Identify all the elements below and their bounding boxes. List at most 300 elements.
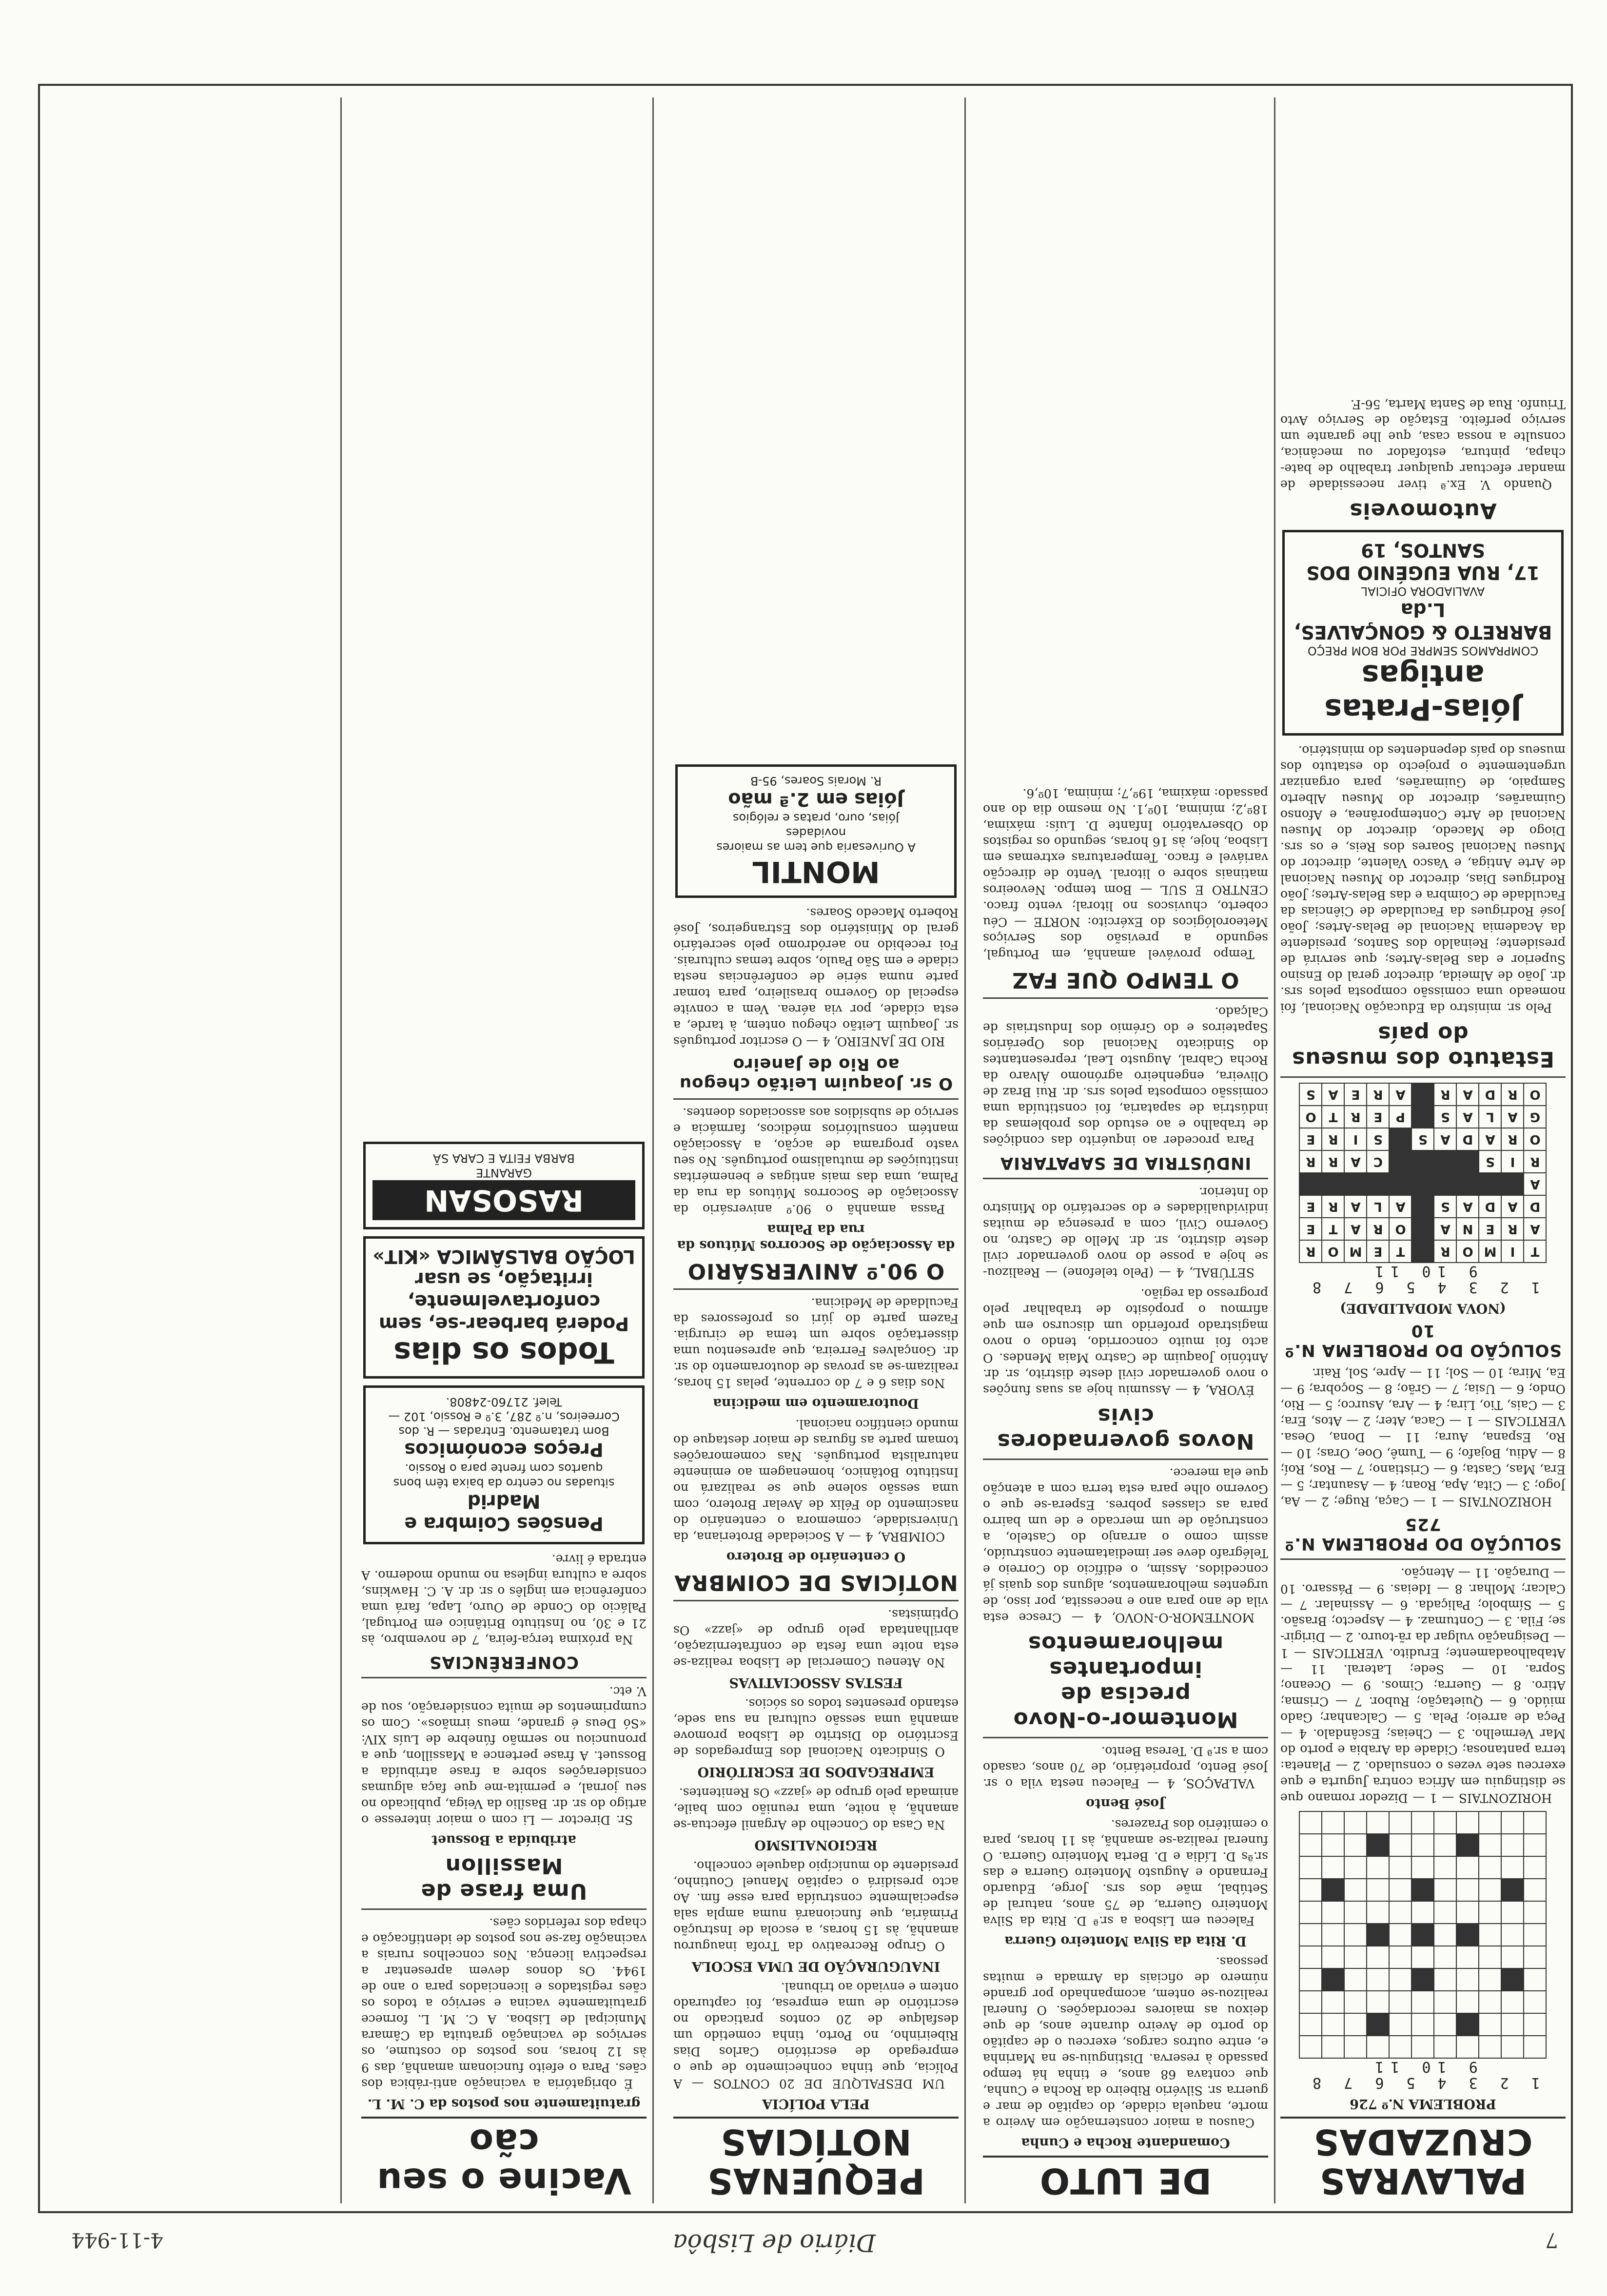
solution-cell: R	[1524, 1150, 1547, 1173]
crossword-cell	[1524, 2013, 1547, 2036]
crossword-cell	[1300, 1968, 1322, 1991]
solution-cell: O	[1524, 1128, 1547, 1150]
solution-cell: S	[1367, 1128, 1390, 1150]
solution-grid	[1299, 1083, 1547, 1263]
police-article: UM DESFALQUE DE 20 CONTOS — A Polícia, que tinha conhecimento de que o empregado de escritório Carlos Dias Ribeirinho, no Porto, tinha cometido um desfalque de 20 contos praticado no escritório de uma empresa, foi capturado ontem e enviado ao tribunal.	[673, 1980, 959, 2091]
crossword-cell	[1524, 1856, 1547, 1879]
montil-name: MONTIL	[752, 855, 880, 889]
rasosan-logo: RASOSAN	[372, 1180, 635, 1220]
divider	[673, 1098, 959, 1100]
leitao-headline: O sr. Joaquim Leitão chegou ao Rio de Janeiro	[679, 1054, 953, 1093]
crossword-cell	[1479, 1834, 1502, 1856]
jewellery-ad-company: BARRETO & GONÇALVES, L.da	[1293, 599, 1552, 643]
crossword-cell	[1457, 1991, 1479, 2013]
masthead	[52, 2223, 1558, 2257]
shaving-ad-line: irritação, se usar	[415, 1268, 593, 1290]
lectures-headline: CONFERÊNCIAS	[429, 1653, 579, 1672]
solution-cell: A	[1457, 1106, 1479, 1128]
crossword-cell	[1502, 1901, 1524, 1924]
solution-cell: A	[1434, 1128, 1457, 1150]
massillon-subhead: atribuída a Bossuet	[431, 1832, 576, 1848]
solution-cell: A	[1502, 1106, 1524, 1128]
crossword-cell	[1345, 2013, 1367, 2036]
weather-report: Tempo provável amanhã, em Portugal, segundo a previsão dos Serviços Meteorológicos do Exército: NORTE — Céu coberto, chuviscos no litoral; vento fraco. CENTRO E SUL — Bom tempo. Nevoeiros matinais sobre o litoral. Vento de direcção variável e fraco. Temperaturas extremas em Lisboa, hoje, às 16 horas, segundo os registos do Observatório Infante D. Luís: máxima, 18º,2; mínima, 10º,1. No mesmo dia do ano passado: máxima, 19º,7; mínima, 10º,6.	[983, 786, 1268, 961]
crossword-cell	[1457, 1901, 1479, 1924]
solution-cell: A	[1457, 1195, 1479, 1218]
school-subhead: INAUGURAÇÃO DE UMA ESCOLA	[691, 1959, 941, 1974]
crossword-cell	[1434, 1991, 1457, 2013]
montil-line: Jóias em 2.ª mão	[728, 789, 904, 810]
crossword-cell	[1524, 1834, 1547, 1856]
crossword-cell	[1479, 1901, 1502, 1924]
solution-cell: A	[1457, 1083, 1479, 1106]
column-rule	[652, 97, 654, 2203]
divider	[673, 1288, 959, 1290]
lectures-article: Na próxima terça-feira, 7 de novembro, às 21 e 30, no Instituto Britânico em Portugal, Palácio do Conde de Ouro, Lapa, fará uma conferência em inglês o sr. dr. A. C. Hawkins, sobre a cultura inglesa no mundo moderno. A entrada é livre.	[361, 1552, 647, 1647]
solution-cell: E	[1300, 1218, 1322, 1240]
shoemaking-article: Para proceder ao inquérito das condições de trabalho e ao estudo dos problemas da indústria de sapataria, foi constituída uma comissão composta pelos srs. dr. Rui Braz de Oliveira, engenheiro agrónomo Álvaro da Rocha Cabral, Augusto Leal, representantes do Sindicato Nacional dos Operários Sapateiros e do Grémio dos Industriais de Calçado.	[983, 1005, 1268, 1148]
shaving-ad-title: Todos os dias	[393, 1335, 614, 1369]
solution-cell: S	[1479, 1150, 1502, 1173]
crossword-black-cell	[1367, 1834, 1390, 1856]
crossword-cell	[1479, 1879, 1502, 1901]
rasosan-slogan: BARBA FEITA E CARA SÃ	[433, 1151, 575, 1165]
museums-article: Pelo sr. ministro da Educação Nacional, foi nomeado uma comissão composta pelos srs. dr. João de Almeida, director geral do Ensino Superior e das Belas-Artes; que servirá de presidente; Reinaldo dos Santos, presidente da Academia Nacional de Belas-Artes; João José Rodrigues da Faculdade de Ciências da Faculdade de Coimbra e das Belas-Artes; João Rodrigues Dias, director do Museu Nacional de Arte Antiga, e Vasco Valente, director do Museu Nacional Soares dos Reis, e os srs. Diogo de Macedo, director do Museu Nacional de Arte Contemporânea, e Afonso Guimarães, director do Museu Alberto Sampaio, de Guimarães, para organizar urgentemente o projecto do estatuto dos museus do país dependentes do ministério.	[1280, 743, 1566, 1015]
pensions-title: Pensões Coimbra e Madrid	[404, 1491, 604, 1535]
solution-cell: T	[1390, 1240, 1412, 1263]
divider	[1280, 1558, 1566, 1560]
solution-cell: G	[1524, 1106, 1547, 1128]
massillon-letter: Sr. Director — Li com o maior interesse o artigo do sr. dr. Basílio da Veiga, publicado no seu jornal, e permita-me que faça algumas considerações sobre a frase atribuída a Bossuet. A frase pertence a Massillon, que a pronunciou no sermão fúnebre de Luís XIV: «Só Deus é grande, meus irmãos». Com os cumprimentos de muita consideração, sou de V. etc.	[361, 1684, 647, 1827]
solution-cell: A	[1345, 1218, 1367, 1240]
crossword-cell	[1390, 1811, 1412, 1834]
solution-black-cell	[1502, 1173, 1524, 1195]
office-workers-subhead: EMPREGADOS DE ESCRITÓRIO	[697, 1764, 935, 1779]
crossword-black-cell	[1322, 1879, 1345, 1901]
crossword-cell	[1300, 2013, 1322, 2036]
shaving-lotion-ad	[363, 1236, 645, 1379]
solution-cell: A	[1390, 1195, 1412, 1218]
crossword-cell	[1434, 2036, 1457, 2058]
jewellery-ad-address: 17, RUA EUGÉNIO DOS SANTOS, 19	[1306, 540, 1540, 584]
montemor-article: MONTEMOR-O-NOVO, 4 — Cresce esta vila de ano para ano e necessita, por isso, de urgentes melhoramentos, alguns dos quais já concedidos. Assim, o edifício do Correio e Telégrafo deve ser imediatamente construído, assim como o arranjo do Castelo, a construção de um mercado e de um bairro para as classes pobres. Espera-se que o Governo olhe para esta terra com a atenção que ela merece.	[983, 1466, 1268, 1625]
crossword-cell	[1412, 1901, 1434, 1924]
obituary-name: D. Rita da Silva Monteiro Guerra	[1004, 1933, 1247, 1948]
solution-cell: T	[1322, 1218, 1345, 1240]
solution-black-cell	[1322, 1173, 1345, 1195]
solution-cell: D	[1479, 1083, 1502, 1106]
crossword-cell	[1322, 1901, 1345, 1924]
crossword-cell	[1322, 1856, 1345, 1879]
solution-black-cell	[1412, 1173, 1434, 1195]
coimbra-article: COIMBRA, 4 — A Sociedade Broteriana, da Universidade, comemora o centenário do nascimento do Félix de Avelar Brotero, com uma sessão solene que se realizará no Instituto Botânico, homenagem ao eminente naturalista português. Nas comemorações tomam parte as figuras de maior destaque do mundo científico nacional.	[673, 1417, 959, 1544]
crossword-cell	[1300, 1946, 1322, 1968]
crossword-cell	[1457, 1811, 1479, 1834]
crossword-cell	[1367, 1879, 1390, 1901]
column-rule	[964, 97, 966, 2203]
solution-cell: D	[1524, 1195, 1547, 1218]
governors-article: ÉVORA, 4 — Assumiu hoje as suas funções o novo governador civil deste distrito, sr. dr. António Joaquim de Castro Maia Mendes. O acto foi muito concorrido, tendo o novo magistrado proferido um discurso em que afirmou o propósito de trabalhar pelo progresso da região.	[983, 1286, 1268, 1397]
crossword-cell	[1345, 1946, 1367, 1968]
jewellery-ad-title: Jóias-Pratas antigas	[1324, 658, 1522, 726]
crossword-cell	[1479, 1856, 1502, 1879]
leitao-article: RIO DE JANEIRO, 4 — O escritor português sr. Joaquim Leitão chegou ontem, à tarde, a esta cidade, por via aérea. Vem a convite especial do Governo brasileiro, para tomar parte numa série de conferências nesta cidade e em São Paulo, sobre temas culturais. Foi recebido no aeródromo pelo secretário geral do Ministério dos Estrangeiros, José Roberto Macedo Soares.	[673, 906, 959, 1049]
solution-black-cell	[1457, 1150, 1479, 1173]
solution-black-cell	[1479, 1173, 1502, 1195]
solution-column-numbers: 1 2 3 4 5 6 7 8 9 10 11	[1306, 1263, 1540, 1296]
crossword-clues: HORIZONTAIS — 1 — Dizedor romano que se distinguiu em Africa contra Jugurta e que exerceu sete vezes o consulado. 2 — Planeta: terra pantanosa; Cidade da Arabia e porto do Mar Vermelho. 3 — Cheias; Escândalo. 4 — Peça de arreio; Pela. 5 — Calcanhar; Gado miúdo. 6 — Quietação; Rubor. 7 — Crisma; Atiro. 8 — Guerra; Cimos. 9 — Oceano; Sopra. 10 — Sede; Lateral. 11 — Atabalhoadamente; Erudito. VERTICAIS — 1 — Designação vulgar da rã-touro. 2 — Dirigir-se; Fila. 3 — Contumaz. 4 — Aspecto; Brasão. 5 — Símbolo; Paliçada. 6 — Assinalar. 7 — Calcar; Molhar. 8 — Ideias. 9 — Pássaro. 10 — Duração. 11 — Atenção.	[1280, 1566, 1566, 1805]
crossword-cell	[1345, 1856, 1367, 1879]
obituary-text: Faleceu em Lisboa a sr.ª D. Rita da Silva Monteiro Guerra, de 75 anos, natural de Setúbal, mãe dos srs. Jorge, Eduardo Fernando e Augusto Monteiro Guerra e das sr.ªs D. Lídia e D. Berta Monteiro Guerra. O funeral realiza-se amanhã, às 11 horas, para o cemitério dos Prazeres.	[983, 1817, 1268, 1928]
solution-black-cell	[1390, 1128, 1412, 1150]
column-rule	[340, 97, 342, 2203]
page-number: 7	[1545, 2228, 1558, 2252]
crossword-cell	[1434, 1856, 1457, 1879]
crossword-cell	[1322, 2013, 1345, 2036]
solution-cell: A	[1345, 1195, 1367, 1218]
solution-cell: S	[1300, 1083, 1322, 1106]
crossword-cell	[1502, 2036, 1524, 2058]
crossword-cell	[1345, 1879, 1367, 1901]
rasosan-slogan: GARANTE	[476, 1166, 532, 1180]
crossword-cell	[1345, 1834, 1367, 1856]
crossword-cell	[1502, 1811, 1524, 1834]
pensions-text: situadas no centro da baixa têm bons quartos com frente para o Rossio.	[393, 1461, 615, 1490]
crossword-cell	[1457, 1879, 1479, 1901]
divider	[361, 1908, 647, 1910]
obituary-name: Comandante Rocha e Cunha	[1021, 2135, 1230, 2150]
crossword-cell	[1434, 1924, 1457, 1946]
solution-10-grid	[1292, 1083, 1555, 1295]
governors-headline: Novos governadores civis	[997, 1403, 1254, 1454]
crossword-cell	[1457, 2036, 1479, 2058]
crossword-cell	[1322, 1946, 1345, 1968]
crossword-cell	[1479, 1924, 1502, 1946]
divider	[983, 1459, 1268, 1460]
solution-black-cell	[1412, 1195, 1434, 1218]
massillon-headline: Uma frase de Massillon	[420, 1853, 588, 1904]
crossword-cell	[1479, 1811, 1502, 1834]
solution-black-cell	[1345, 1173, 1367, 1195]
solution-cell: A	[1524, 1173, 1547, 1195]
solution-cell: L	[1479, 1106, 1502, 1128]
crossword-cell	[1502, 1991, 1524, 2013]
crossword-cell	[1502, 1946, 1524, 1968]
solution-black-cell	[1412, 1083, 1434, 1106]
solution-black-cell	[1367, 1173, 1390, 1195]
obituary-section-title: DE LUTO	[983, 2156, 1268, 2200]
crossword-black-cell	[1322, 1968, 1345, 1991]
solution-cell: I	[1345, 1128, 1367, 1150]
regionalism-article: Na Casa do Concelho de Arganil efectua-se amanhã, à noite, uma reunião com baile, animada pelo grupo de «jazz» Os Renitentes.	[673, 1786, 959, 1832]
crossword-cell	[1300, 1811, 1322, 1834]
obituary-text: VALPAÇOS, 4 — Faleceu nesta vila o sr. José Bento, proprietário, de 70 anos, casado com a sr.ª D. Teresa Bento.	[983, 1744, 1268, 1790]
crossword-black-cell	[1457, 1924, 1479, 1946]
crossword-cell	[1412, 2013, 1434, 2036]
crossword-cell	[1479, 1991, 1502, 2013]
solution-cell: P	[1390, 1106, 1412, 1128]
shaving-ad-product: LOÇÃO BALSÂMICA «KIT»	[372, 1246, 635, 1267]
vaccine-headline: Vacine o seu cão	[361, 2117, 647, 2200]
crossword-cell	[1300, 1924, 1322, 1946]
crossword-cell	[1345, 1901, 1367, 1924]
crossword-black-cell	[1457, 1834, 1479, 1856]
crossword-cell	[1524, 1879, 1547, 1901]
crossword-cell	[1457, 1856, 1479, 1879]
crossword-cell	[1524, 1991, 1547, 2013]
crossword-cell	[1390, 2013, 1412, 2036]
obituary-text: Causou a maior consternação em Aveiro a morte, naquela cidade, do capitão de mar e guerra sr. Silvério Ribeiro da Rocha e Cunha, que contava 68 anos, e tinha há tempo passado à reserva. Distinguiu-se na Marinha e, entre outros cargos, exerceu o de capitão do porto de Aveiro durante anos, de que deixou as maiores recordações. O funeral realizou-se ontem, acompanhado por grande número de oficiais da Armada e muitas pessoas.	[983, 1955, 1268, 2130]
crossword-cell	[1412, 1856, 1434, 1879]
crossword-cell	[1434, 1901, 1457, 1924]
crossword-grid-726	[1292, 1811, 1555, 2091]
crossword-cell	[1524, 1968, 1547, 1991]
prices-title: Preços económicos	[404, 1439, 604, 1460]
crossword-cell	[1412, 1946, 1434, 1968]
solution-cell: M	[1479, 1240, 1502, 1263]
solution-cell: R	[1322, 1128, 1345, 1150]
column-news-1	[983, 97, 1268, 2203]
crossword-black-cell	[1367, 1924, 1390, 1946]
crossword-cell	[1322, 1924, 1345, 1946]
crossword-cell	[1345, 1811, 1367, 1834]
solution-cell: R	[1300, 1240, 1322, 1263]
solution-cell: E	[1300, 1128, 1322, 1150]
solution-cell: R	[1502, 1128, 1524, 1150]
solution-cell: T	[1322, 1106, 1345, 1128]
solution-black-cell	[1390, 1150, 1412, 1173]
crossword-cell	[1322, 1991, 1345, 2013]
paper-title: Diário de Lisbôa	[672, 2229, 876, 2257]
solution-cell: O	[1524, 1083, 1547, 1106]
crossword-cell	[1434, 1834, 1457, 1856]
short-news-section-title: PEQUENAS NOTÍCIAS	[673, 2117, 959, 2200]
divider	[983, 997, 1268, 999]
vaccine-article: É obrigatória a vacinação anti-rábica dos cães. Para o efeito funcionam amanhã, das 9 às 12 horas, nos postos do costume, os serviços de vacinação gratuita da Câmara Municipal de Lisboa. A C. M. L. fornece gratuitamente vacina e serviço a todos os cães registados e licenciados para o ano de 1944. Os donos devem apresentar a respectiva licença. Nos concelhos rurais a vacinação faz-se nos postos de identificação e chapa dos referidos cães.	[361, 1916, 647, 2091]
police-subhead: PELA POLÍCIA	[762, 2096, 870, 2111]
crossword-cell	[1479, 2013, 1502, 2036]
crossword-cell	[1524, 1811, 1547, 1834]
crossword-cell	[1434, 1879, 1457, 1901]
montil-address: R. Morais Soares, 95-B	[750, 774, 882, 788]
crossword-cell	[1367, 1946, 1390, 1968]
crossword-cell	[1390, 1991, 1412, 2013]
column-crosswords	[1280, 97, 1566, 2203]
solution-cell: R	[1434, 1083, 1457, 1106]
solution-cell: D	[1479, 1195, 1502, 1218]
coimbra-headline: NOTÍCIAS DE COIMBRA	[674, 1570, 958, 1595]
divider	[673, 1600, 959, 1601]
crossword-cell	[1390, 1924, 1412, 1946]
solution-black-cell	[1434, 1173, 1457, 1195]
solution-cell: A	[1479, 1128, 1502, 1150]
crossword-cell	[1367, 1968, 1390, 1991]
crossword-cell	[1412, 1834, 1434, 1856]
crossword-cell	[1322, 1811, 1345, 1834]
automobiles-headline: Automoveis	[1349, 498, 1497, 523]
solution-cell: S	[1434, 1195, 1457, 1218]
solution-black-cell	[1412, 1150, 1434, 1173]
crossword-problem-number: PROBLEMA N.º 726	[1350, 2096, 1496, 2111]
vaccine-subhead: gratuitamente nos postos da C. M. L.	[367, 2096, 641, 2111]
solution-cell: R	[1367, 1083, 1390, 1106]
solution-cell: R	[1502, 1083, 1524, 1106]
solution-cell: E	[1367, 1106, 1390, 1128]
solution-cell: R	[1300, 1150, 1322, 1173]
solution-cell: I	[1502, 1150, 1524, 1173]
solution-cell: I	[1502, 1240, 1524, 1263]
crossword-cell	[1390, 1968, 1412, 1991]
jewellery-ad-line: AVALIADORA OFICIAL	[1361, 584, 1485, 598]
shaving-ad-line: Poderá barbear-se, sem	[378, 1313, 629, 1335]
solution-725-title: SOLUÇÃO DO PROBLEMA N.º 725	[1284, 1515, 1562, 1554]
weather-headline: O TEMPO QUE FAZ	[1012, 968, 1239, 992]
montemor-headline: Montemor-o-Novo precisa de importantes melhoramentos	[1013, 1631, 1238, 1732]
crossword-cell	[1524, 2036, 1547, 2058]
anniversary-subhead: da Associação de Socorros Mútuos da rua da Palma	[677, 1222, 955, 1253]
solution-cell: L	[1367, 1195, 1390, 1218]
crossword-cell	[1479, 2036, 1502, 2058]
doctorate-subhead: Doutoramento em medicina	[713, 1396, 919, 1411]
crossword-cell	[1300, 1991, 1322, 2013]
solution-cell: T	[1524, 1240, 1547, 1263]
crossword-cell	[1300, 1834, 1322, 1856]
jewellery-ad-line: COMPRAMOS SEMPRE POR BOM PREÇO	[1307, 644, 1539, 658]
solution-cell: A	[1345, 1150, 1367, 1173]
solution-cell: S	[1412, 1128, 1434, 1150]
governors-article: SETÚBAL, 4 — (Pelo telefone) — Realizou-se hoje a posse do novo governador civil deste distrito, sr. dr. Mello de Castro, no Governo Civil, com a presença de muitas individualidades e do secretário do Ministro do Interior.	[983, 1185, 1268, 1280]
rasosan-ad	[363, 1142, 645, 1229]
crossword-cell	[1345, 2036, 1367, 2058]
crossword-grid	[1299, 1811, 1547, 2059]
crossword-cell	[1300, 1856, 1322, 1879]
crossword-black-cell	[1502, 1879, 1524, 1901]
museums-headline: Estatuto dos museus do país	[1292, 1021, 1554, 1071]
shaving-ad-line: confortavelmente,	[407, 1291, 601, 1312]
crossword-cell	[1434, 2013, 1457, 2036]
solution-cell: R	[1367, 1218, 1390, 1240]
crossword-cell	[1412, 1991, 1434, 2013]
shoemaking-headline: INDÚSTRIA DE SAPATARIA	[999, 1153, 1252, 1173]
crossword-column-numbers: 1 2 3 4 5 6 7 8 9 10 11	[1306, 2058, 1540, 2091]
crossword-cell	[1434, 1946, 1457, 1968]
obituary-name: José Bento	[1086, 1796, 1165, 1811]
regionalism-subhead: REGIONALISMO	[754, 1837, 878, 1852]
solution-cell: A	[1502, 1195, 1524, 1218]
crossword-cell	[1412, 2036, 1434, 2058]
issue-date: 4-11-944	[71, 2228, 163, 2252]
crossword-cell	[1524, 1901, 1547, 1924]
crossword-cell	[1524, 1924, 1547, 1946]
solution-cell: E	[1367, 1240, 1390, 1263]
prices-text: Bom tratamento. Entradas — R. dos Correeiros, n.º 287, 3.º e Rossio, 102 — Telef. 21760-24808.	[388, 1395, 620, 1438]
crossword-cell	[1390, 1856, 1412, 1879]
solution-cell: R	[1322, 1195, 1345, 1218]
solution-black-cell	[1412, 1106, 1434, 1128]
crossword-cell	[1390, 1901, 1412, 1924]
solution-black-cell	[1412, 1240, 1434, 1263]
crossword-cell	[1345, 1924, 1367, 1946]
crossword-cell	[1390, 2036, 1412, 2058]
solution-cell: A	[1434, 1218, 1457, 1240]
jewellery-ad	[1282, 530, 1564, 736]
crossword-cell	[1502, 1834, 1524, 1856]
pensions-ad	[363, 1385, 645, 1544]
anniversary-headline: O 90.º ANIVERSÁRIO	[687, 1259, 945, 1284]
festivities-article: No Ateneu Comercial de Lisboa realiza-se esta noite uma festa de confraternização, abrilhantada pelo grupo de «jazz» Os Optimistas.	[673, 1607, 959, 1670]
crossword-cell	[1345, 1968, 1367, 1991]
office-workers-article: O Sindicato Nacional dos Empregados de Escritório do Distrito de Lisboa promove amanhã uma sessão cultural na sua sede, estando presentes todos os sócios.	[673, 1696, 959, 1759]
solution-black-cell	[1300, 1173, 1322, 1195]
coimbra-subhead: O centenário de Brotero	[726, 1549, 906, 1564]
solution-cell: A	[1390, 1083, 1412, 1106]
crossword-black-cell	[1457, 2013, 1479, 2036]
montil-ad	[675, 764, 957, 898]
solution-cell: E	[1300, 1195, 1322, 1218]
crossword-cell	[1479, 1968, 1502, 1991]
crossword-cell	[1502, 1856, 1524, 1879]
crossword-black-cell	[1412, 1968, 1434, 1991]
solution-cell: S	[1434, 1106, 1457, 1128]
crossword-cell	[1345, 1991, 1367, 2013]
festivities-subhead: FESTAS ASSOCIATIVAS	[729, 1675, 903, 1690]
crossword-cell	[1479, 1946, 1502, 1968]
crossword-cell	[1412, 1811, 1434, 1834]
solution-black-cell	[1412, 1218, 1434, 1240]
crossword-section-title: PALAVRAS CRUZADAS	[1280, 2117, 1566, 2200]
solution-725-text: HORIZONTAIS — 1 — Caça, Ruge; 2 — Aa, Jogo; 3 — Cita, Apa, Roan; 4 — Asauntar; 5 — Era, Mas, Casta; 6 — Cristiano; 7 — Ros, Roí; 8 — Adiu, Bojafo; 9 — Tumê, Ooe, Oras; 10 — Ro, Espana, Aura; 11 — Dona, Oesa. VERTICAIS — 1 — Caca, Ater; 2 — Atos, Era; 3 — Cais, Tio, Lira; 4 — Ara, Asurco; 5 — Rio, Ondo; 6 — Usia; 7 — Grão; 8 — Soçobra; 9 — Ea, Mira; 10 — Sol; 11 — Apre, Sol, Rair.	[1280, 1366, 1566, 1509]
solution-cell: O	[1390, 1218, 1412, 1240]
crossword-cell	[1322, 2036, 1345, 2058]
school-article: O Grupo Recreativo da Trofa inaugurou amanhã, às 15 horas, a escola de Instrução Primária, que funcionará numa ampla sala especialmente construída para esse fim. Ao acto presidirá o capitão Manuel Coutinho, presidente do município daquele concelho.	[673, 1859, 959, 1953]
crossword-cell	[1390, 1879, 1412, 1901]
crossword-cell	[1367, 1856, 1390, 1879]
crossword-cell	[1367, 1991, 1390, 2013]
solution-cell: R	[1502, 1218, 1524, 1240]
crossword-cell	[1367, 2036, 1390, 2058]
montil-line: A Ourivesaria que tem as maiores novidades	[716, 826, 916, 854]
crossword-cell	[1390, 1834, 1412, 1856]
solution-cell: A	[1524, 1218, 1547, 1240]
solution-cell: E	[1345, 1083, 1367, 1106]
divider	[983, 1178, 1268, 1179]
solution-cell: O	[1300, 1106, 1322, 1128]
crossword-cell	[1457, 1946, 1479, 1968]
crossword-cell	[1300, 2036, 1322, 2058]
column-rule	[1274, 97, 1275, 2203]
solution-black-cell	[1390, 1173, 1412, 1195]
solution-black-cell	[1457, 1173, 1479, 1195]
solution-cell: A	[1322, 1083, 1345, 1106]
doctorate-article: Nos dias 6 e 7 do corrente, pelas 15 horas, realizam-se as provas de doutoramento do sr. dr. Gonçalves Ferreira, que apresentou uma dissertação sobre um tema de cirurgia. Fazem parte do júri os professores da Faculdade de Medicina.	[673, 1296, 959, 1390]
crossword-cell	[1300, 1901, 1322, 1924]
crossword-cell	[1367, 1811, 1390, 1834]
solution-10-title: SOLUÇÃO DO PROBLEMA N.º 10	[1284, 1321, 1562, 1360]
crossword-cell	[1502, 1924, 1524, 1946]
crossword-cell	[1457, 1968, 1479, 1991]
crossword-cell	[1502, 2013, 1524, 2036]
crossword-black-cell	[1367, 2013, 1390, 2036]
solution-cell: E	[1479, 1218, 1502, 1240]
crossword-cell	[1300, 1879, 1322, 1901]
solution-cell: R	[1322, 1150, 1345, 1173]
solution-cell: N	[1457, 1218, 1479, 1240]
solution-10-subtitle: (NOVA MODALIDADE)	[1340, 1301, 1506, 1316]
crossword-cell	[1390, 1946, 1412, 1968]
solution-cell: O	[1322, 1240, 1345, 1263]
crossword-cell	[1434, 1968, 1457, 1991]
crossword-black-cell	[1502, 1968, 1524, 1991]
